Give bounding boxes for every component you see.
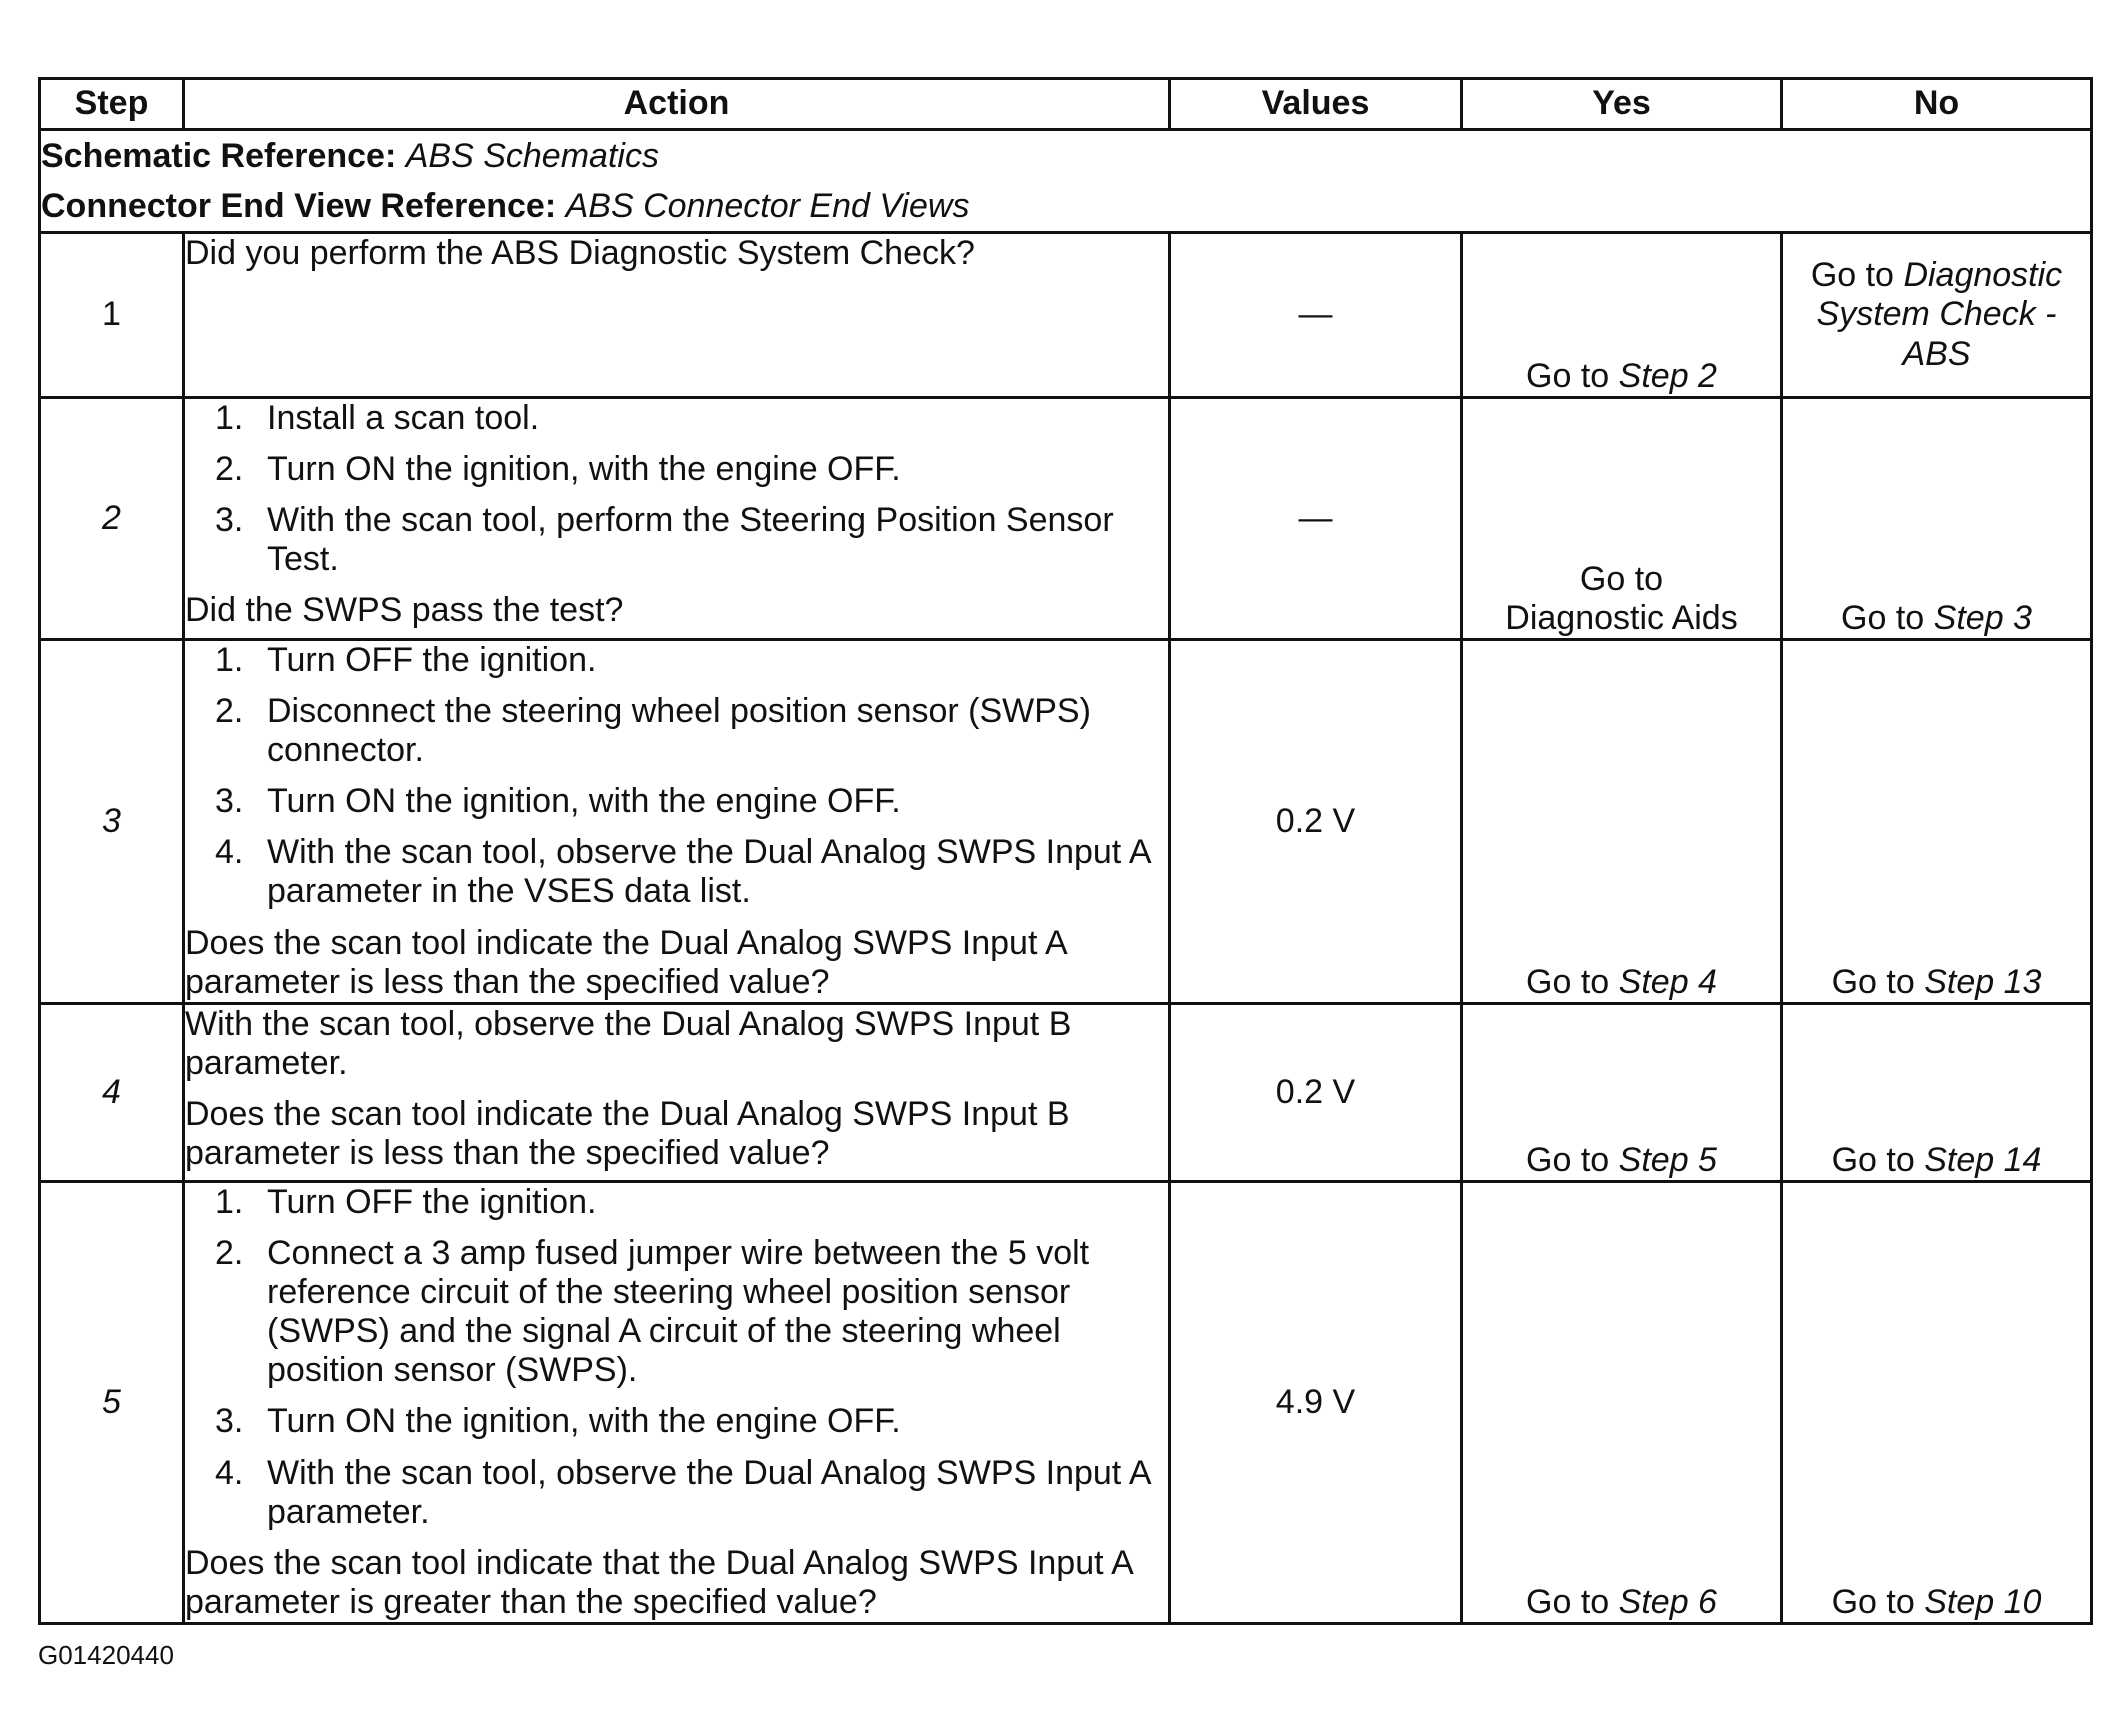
step-row xyxy=(40,640,2092,1004)
procedure-list xyxy=(185,399,1168,579)
no-goto[interactable] xyxy=(1811,256,2062,372)
figure-id: G01420440 xyxy=(38,1640,174,1670)
procedure-list xyxy=(185,1183,1168,1532)
yes-link[interactable]: Step 2 xyxy=(1618,356,1717,395)
procedure-item: 2. Connect a 3 amp fused jumper wire between the 5 volt reference circuit of the steering wheel position sensor (SWPS) and the signal A circuit of the steering wheel position sensor (SWPS). xyxy=(215,1234,1090,1390)
value-cell: 0.2 V xyxy=(1170,640,1462,1004)
yes-link[interactable]: Step 4 xyxy=(1618,962,1717,1001)
yes-goto[interactable] xyxy=(1505,560,1737,637)
step-number: 1 xyxy=(40,233,184,398)
action-cell xyxy=(184,640,1170,1004)
action-cell xyxy=(184,1182,1170,1624)
no-link[interactable]: Step 14 xyxy=(1924,1140,2042,1179)
action-question: Does the scan tool indicate that the Dual Analog SWPS Input A parameter is greater than the specified value? xyxy=(185,1543,1132,1621)
action-question: Did you perform the ABS Diagnostic System Check? xyxy=(185,234,975,272)
schematic-reference xyxy=(41,131,2090,181)
action-question: Does the scan tool indicate the Dual Analog SWPS Input B parameter is less than the specified value? xyxy=(185,1095,1070,1173)
value-cell: 4.9 V xyxy=(1170,1182,1462,1624)
no-prefix: Go to xyxy=(1831,1140,1915,1179)
action-cell xyxy=(184,1004,1170,1182)
yes-prefix: Go to xyxy=(1526,356,1610,395)
no-cell xyxy=(1782,1182,2092,1624)
no-link[interactable]: Step 10 xyxy=(1924,1582,2042,1621)
step-row xyxy=(40,398,2092,640)
yes-goto[interactable] xyxy=(1526,1141,1717,1179)
header-row xyxy=(40,79,2092,130)
no-cell xyxy=(1782,233,2092,398)
diagnostic-table xyxy=(38,77,2093,1625)
action-cell xyxy=(184,398,1170,640)
value-cell: — xyxy=(1170,233,1462,398)
procedure-item: 3. Turn ON the ignition, with the engine OFF. xyxy=(215,782,901,821)
connector-reference-label: Connector End View Reference: xyxy=(41,187,557,225)
yes-prefix: Go to xyxy=(1579,559,1664,598)
no-prefix: Go to xyxy=(1841,598,1925,637)
step-row xyxy=(40,233,2092,398)
no-goto[interactable] xyxy=(1832,1141,2042,1179)
no-goto[interactable] xyxy=(1832,963,2042,1001)
yes-goto[interactable] xyxy=(1526,357,1717,395)
procedure-item: 4. With the scan tool, observe the Dual Analog SWPS Input A parameter in the VSES data list. xyxy=(215,833,1150,911)
yes-cell xyxy=(1462,640,1782,1004)
yes-cell xyxy=(1462,233,1782,398)
procedure-item: 1. Turn OFF the ignition. xyxy=(215,641,597,679)
no-link[interactable]: Step 3 xyxy=(1933,598,2032,637)
reference-row xyxy=(40,130,2092,233)
yes-cell xyxy=(1462,398,1782,640)
header-yes: Yes xyxy=(1462,79,1782,130)
header-action: Action xyxy=(184,79,1170,130)
no-prefix: Go to xyxy=(1831,1582,1915,1621)
schematic-reference-link[interactable]: ABS Schematics xyxy=(405,137,659,175)
step-number: 5 xyxy=(40,1182,184,1624)
schematic-reference-label: Schematic Reference: xyxy=(41,137,397,175)
value-cell: 0.2 V xyxy=(1170,1004,1462,1182)
no-cell xyxy=(1782,640,2092,1004)
procedure-item: 2. Disconnect the steering wheel position sensor (SWPS) connector. xyxy=(215,692,1091,770)
no-prefix: Go to xyxy=(1810,256,1894,295)
value-cell: — xyxy=(1170,398,1462,640)
step-number: 4 xyxy=(40,1004,184,1182)
procedure-item: 3. Turn ON the ignition, with the engine OFF. xyxy=(215,1402,901,1441)
action-question: Does the scan tool indicate the Dual Analog SWPS Input A parameter is less than the specified value? xyxy=(185,923,1066,1001)
yes-prefix: Go to xyxy=(1526,1582,1610,1621)
header-values: Values xyxy=(1170,79,1462,130)
header-step: Step xyxy=(40,79,184,130)
action-question: Did the SWPS pass the test? xyxy=(185,591,624,630)
yes-cell xyxy=(1462,1182,1782,1624)
procedure-item: 3. With the scan tool, perform the Steering Position Sensor Test. xyxy=(215,501,1114,579)
no-goto[interactable] xyxy=(1832,1583,2042,1621)
procedure-item: 1. Turn OFF the ignition. xyxy=(215,1183,597,1221)
action-cell xyxy=(184,233,1170,398)
yes-goto[interactable] xyxy=(1526,1583,1717,1621)
no-goto[interactable] xyxy=(1841,599,2032,637)
step-number: 3 xyxy=(40,640,184,1004)
yes-goto[interactable] xyxy=(1526,963,1717,1001)
procedure-list xyxy=(185,641,1168,912)
procedure-item: 1. Install a scan tool. xyxy=(215,399,540,437)
connector-reference-link[interactable]: ABS Connector End Views xyxy=(565,187,970,225)
yes-prefix: Go to xyxy=(1526,1140,1610,1179)
step-row xyxy=(40,1182,2092,1624)
action-intro: With the scan tool, observe the Dual Analog SWPS Input B parameter. xyxy=(185,1005,1072,1083)
no-cell xyxy=(1782,398,2092,640)
yes-cell xyxy=(1462,1004,1782,1182)
procedure-item: 4. With the scan tool, observe the Dual Analog SWPS Input A parameter. xyxy=(215,1453,1150,1531)
no-link[interactable]: Diagnostic System Check - ABS xyxy=(1816,256,2063,373)
no-cell xyxy=(1782,1004,2092,1182)
step-row xyxy=(40,1004,2092,1182)
step-number: 2 xyxy=(40,398,184,640)
no-link[interactable]: Step 13 xyxy=(1924,962,2042,1001)
yes-prefix: Go to xyxy=(1526,962,1610,1001)
header-no: No xyxy=(1782,79,2092,130)
procedure-item: 2. Turn ON the ignition, with the engine OFF. xyxy=(215,450,901,489)
yes-link[interactable]: Step 6 xyxy=(1618,1582,1717,1621)
yes-link[interactable]: Diagnostic Aids xyxy=(1505,598,1738,637)
no-prefix: Go to xyxy=(1831,962,1915,1001)
connector-reference xyxy=(41,181,2090,231)
yes-link[interactable]: Step 5 xyxy=(1618,1140,1717,1179)
